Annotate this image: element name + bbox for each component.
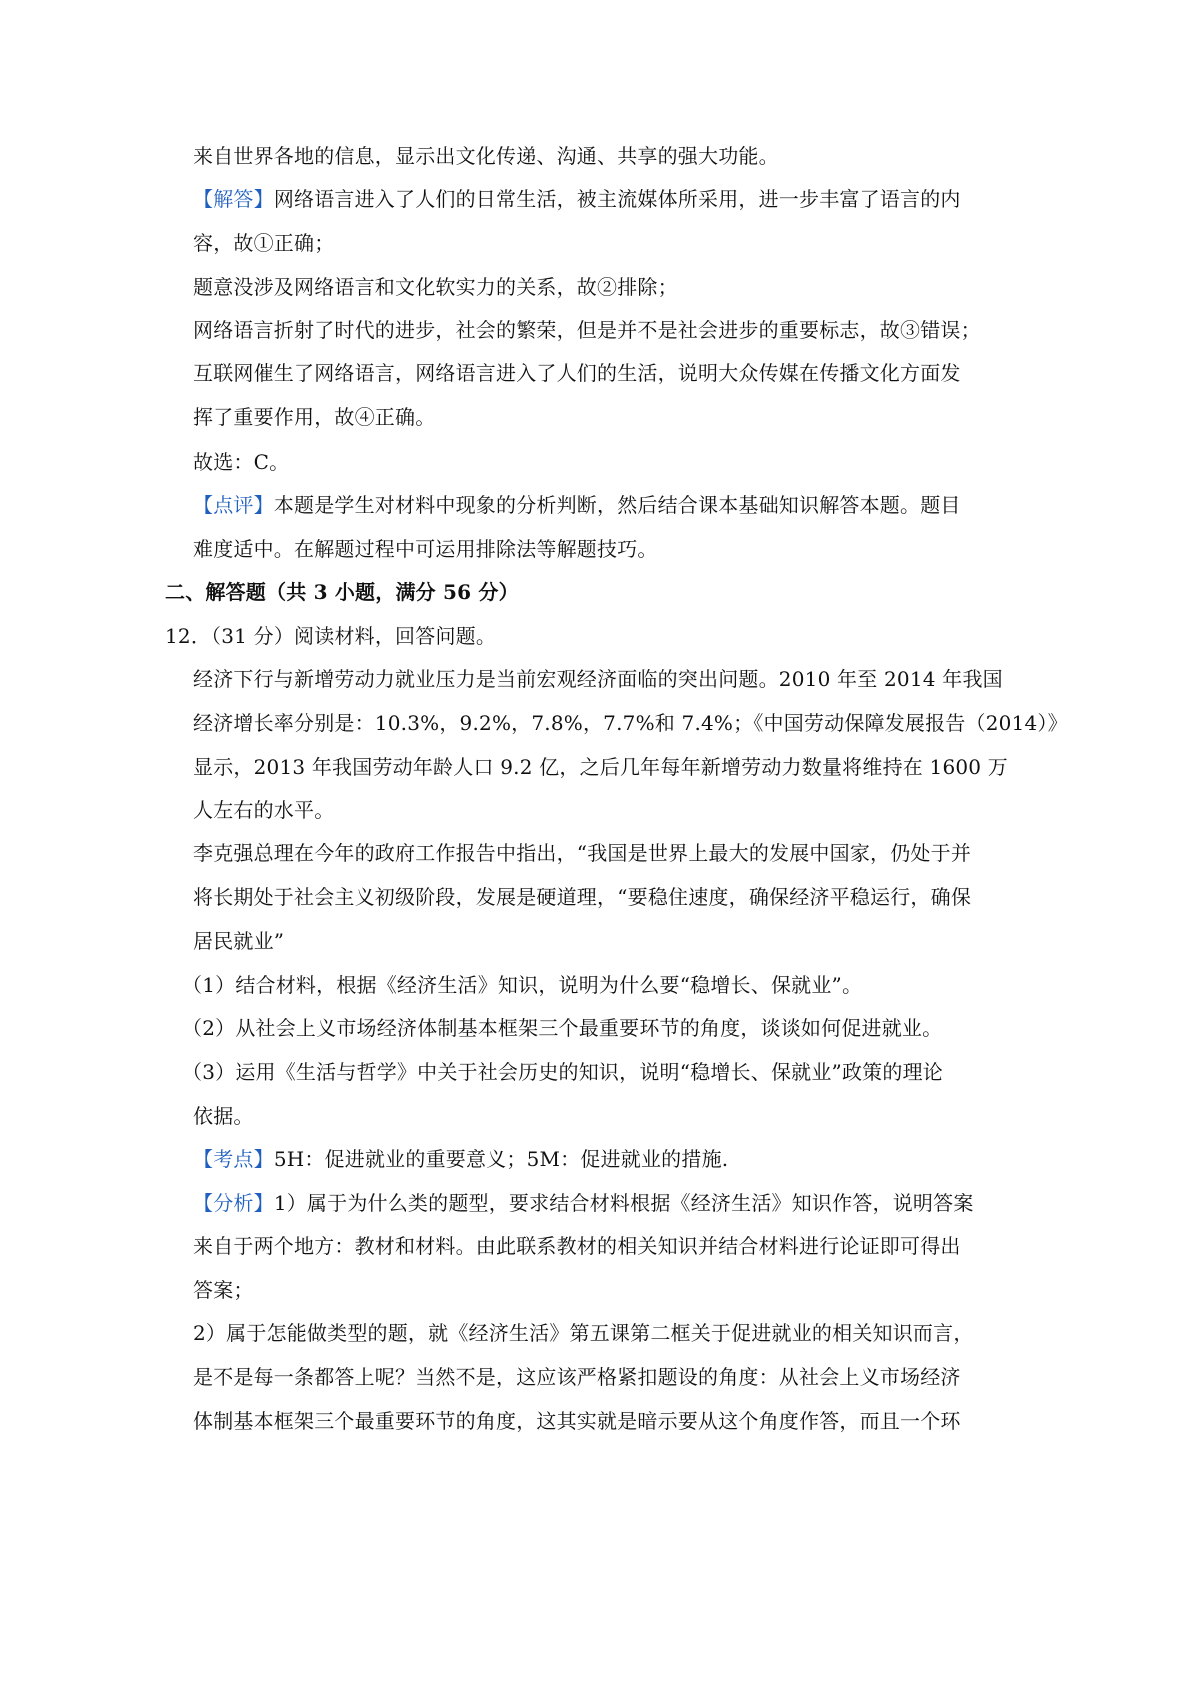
answer-choice: 故选：C。 (193, 450, 290, 474)
material-1-line-2: 经济增长率分别是：10.3%，9.2%，7.8%，7.7%和 7.4%；《中国劳动保障发展报告（2014）》 (193, 711, 1068, 735)
material-1-line-1: 经济下行与新增劳动力就业压力是当前宏观经济面临的突出问题。2010 年至 2014 年我国 (193, 667, 1003, 691)
answer-line-5: 互联网催生了网络语言，网络语言进入了人们的生活，说明大众传媒在传播文化方面发 (193, 361, 961, 385)
comment-tag: 【点评】 (193, 493, 274, 517)
material-1-line-3: 显示，2013 年我国劳动年龄人口 9.2 亿，之后几年每年新增劳动力数量将维持在 1600 万 (193, 755, 1008, 779)
question-stem: 12．（31 分）阅读材料，回答问题。 (165, 624, 497, 648)
answer-line-3: 题意没涉及网络语言和文化软实力的关系，故②排除； (193, 275, 678, 299)
fenxi-line-5: 是不是每一条都答上呢？当然不是，这应该严格紧扣题设的角度：从社会上义市场经济 (193, 1365, 961, 1389)
material-1-line-4: 人左右的水平。 (193, 798, 335, 822)
material-2-line-1: 李克强总理在今年的政府工作报告中指出，“我国是世界上最大的发展中国家，仍处于并 (193, 841, 972, 865)
comment-line-2: 难度适中。在解题过程中可运用排除法等解题技巧。 (193, 537, 658, 561)
fenxi-line-3: 答案； (193, 1278, 254, 1302)
material-2-line-3: 居民就业” (193, 929, 285, 953)
fenxi-tag: 【分析】 (193, 1191, 274, 1215)
kaodian-text: 5H：促进就业的重要意义；5M：促进就业的措施. (273, 1147, 729, 1171)
paragraph-line: 来自世界各地的信息，显示出文化传递、沟通、共享的强大功能。 (193, 144, 779, 168)
sub-question-3-line-2: 依据。 (193, 1104, 254, 1128)
sub-question-1: （1）结合材料，根据《经济生活》知识，说明为什么要“稳增长、保就业”。 (182, 973, 863, 997)
comment-line-1 (193, 490, 961, 520)
answer-line-6: 挥了重要作用，故④正确。 (193, 405, 436, 429)
fenxi-line-4: 2）属于怎能做类型的题，就《经济生活》第五课第二框关于促进就业的相关知识而言， (193, 1321, 974, 1345)
fenxi-text: 1）属于为什么类的题型，要求结合材料根据《经济生活》知识作答，说明答案 (273, 1191, 974, 1215)
fenxi-line-1 (193, 1188, 974, 1218)
answer-text: 网络语言进入了人们的日常生活，被主流媒体所采用，进一步丰富了语言的内 (273, 187, 961, 211)
answer-tag: 【解答】 (193, 187, 274, 211)
material-2-line-2: 将长期处于社会主义初级阶段，发展是硬道理，“要稳住速度，确保经济平稳运行，确保 (193, 885, 972, 909)
answer-line-1 (193, 184, 961, 214)
sub-question-2: （2）从社会上义市场经济体制基本框架三个最重要环节的角度，谈谈如何促进就业。 (182, 1016, 943, 1040)
sub-question-3-line-1: （3）运用《生活与哲学》中关于社会历史的知识，说明“稳增长、保就业”政策的理论 (182, 1060, 943, 1084)
kaodian-tag: 【考点】 (193, 1147, 274, 1171)
answer-line-4: 网络语言折射了时代的进步，社会的繁荣，但是并不是社会进步的重要标志，故③错误； (193, 318, 981, 342)
fenxi-line-6: 体制基本框架三个最重要环节的角度，这其实就是暗示要从这个角度作答，而且一个环 (193, 1409, 961, 1433)
comment-text: 本题是学生对材料中现象的分析判断，然后结合课本基础知识解答本题。题目 (273, 493, 961, 517)
fenxi-line-2: 来自于两个地方：教材和材料。由此联系教材的相关知识并结合材料进行论证即可得出 (193, 1234, 961, 1258)
answer-line-2: 容，故①正确； (193, 231, 335, 255)
kaodian-line (193, 1144, 728, 1174)
section-heading: 二、解答题（共 3 小题，满分 56 分） (165, 580, 519, 604)
